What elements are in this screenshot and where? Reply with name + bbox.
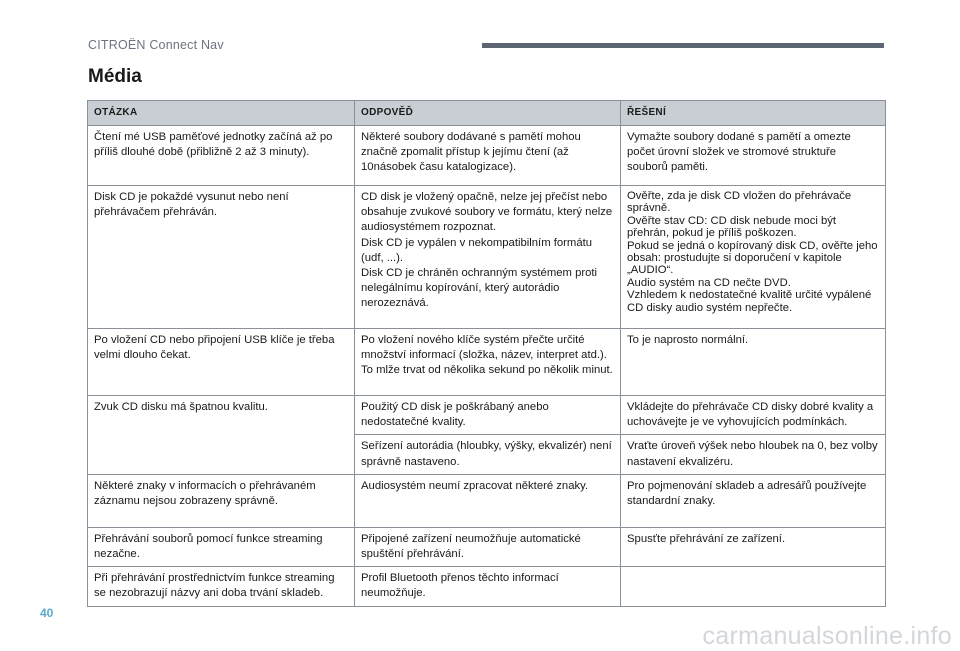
question-cell: Po vložení CD nebo připojení USB klíče je třeba velmi dlouho čekat. — [88, 329, 355, 396]
watermark: carmanualsonline.info — [702, 622, 952, 650]
table-row — [88, 527, 886, 566]
solution-cell: Pro pojmenování skladeb a adresářů používejte standardní znaky. — [621, 474, 886, 527]
table-row — [88, 567, 886, 606]
page-number: 40 — [40, 606, 54, 620]
question-cell: Disk CD je pokaždé vysunut nebo není přehrávačem přehráván. — [88, 186, 355, 329]
question-cell: Přehrávání souborů pomocí funkce streaming nezačne. — [88, 527, 355, 566]
column-header-answer: ODPOVĚĎ — [355, 101, 621, 126]
answer-cell: Připojené zařízení neumožňuje automatické spuštění přehrávání. — [355, 527, 621, 566]
troubleshooting-table — [87, 100, 886, 607]
question-cell: Při přehrávání prostřednictvím funkce streaming se nezobrazují názvy ani doba trvání skladeb. — [88, 567, 355, 606]
brand-header: CITROËN Connect Nav — [88, 38, 224, 52]
table-row — [88, 329, 886, 396]
solution-cell: Ověřte, zda je disk CD vložen do přehrávače správně. Ověřte stav CD: CD disk nebude moci být přehrán, pokud je příliš poškozen. Pokud se jedná o kopírovaný disk CD, ověřte jeho obsah: prostudujte si doporučení v kapitole „AUDIO“. Audio systém na CD nečte DVD. Vzhledem k nedostatečné kvalitě určité vypálené CD disky audio systém nepřečte. — [621, 186, 886, 329]
answer-cell: Použitý CD disk je poškrábaný anebo nedostatečné kvality. — [355, 396, 621, 435]
solution-cell — [621, 567, 886, 606]
question-cell: Zvuk CD disku má špatnou kvalitu. — [88, 396, 355, 475]
table-row — [88, 474, 886, 527]
page-title: Média — [88, 66, 142, 87]
column-header-question: OTÁZKA — [88, 101, 355, 126]
solution-cell: Vkládejte do přehrávače CD disky dobré kvality a uchovávejte je ve vyhovujících podmínkách. — [621, 396, 886, 435]
question-cell: Čtení mé USB paměťové jednotky začíná až po příliš dlouhé době (přibližně 2 až 3 minuty). — [88, 126, 355, 186]
answer-cell: CD disk je vložený opačně, nelze jej přečíst nebo obsahuje zvukové soubory ve formátu, který nelze audiosystémem rozpoznat. Disk CD je vypálen v nekompatibilním formátu (udf, ...). Disk CD je chráněn ochranným systémem proti nelegálnímu kopírování, který autorádio nerozeznává. — [355, 186, 621, 329]
answer-cell: Seřízení autorádia (hloubky, výšky, ekvalizér) není správně nastaveno. — [355, 435, 621, 474]
table-row — [88, 126, 886, 186]
header-bar — [482, 43, 884, 48]
solution-cell: Spusťte přehrávání ze zařízení. — [621, 527, 886, 566]
answer-cell: Některé soubory dodávané s pamětí mohou značně zpomalit přístup k jejímu čtení (až 10násobek času katalogizace). — [355, 126, 621, 186]
question-cell: Některé znaky v informacích o přehrávaném záznamu nejsou zobrazeny správně. — [88, 474, 355, 527]
table-row — [88, 396, 886, 435]
answer-cell: Audiosystém neumí zpracovat některé znaky. — [355, 474, 621, 527]
solution-cell: To je naprosto normální. — [621, 329, 886, 396]
column-header-solution: ŘEŠENÍ — [621, 101, 886, 126]
solution-cell: Vymažte soubory dodané s pamětí a omezte počet úrovní složek ve stromové struktuře souborů paměti. — [621, 126, 886, 186]
answer-cell: Po vložení nového klíče systém přečte určité množství informací (složka, název, interpret atd.). To mlže trvat od několika sekund po několik minut. — [355, 329, 621, 396]
answer-cell: Profil Bluetooth přenos těchto informací neumožňuje. — [355, 567, 621, 606]
table-header-row — [88, 101, 886, 126]
solution-cell: Vraťte úroveň výšek nebo hloubek na 0, bez volby nastavení ekvalizéru. — [621, 435, 886, 474]
table-row — [88, 186, 886, 329]
